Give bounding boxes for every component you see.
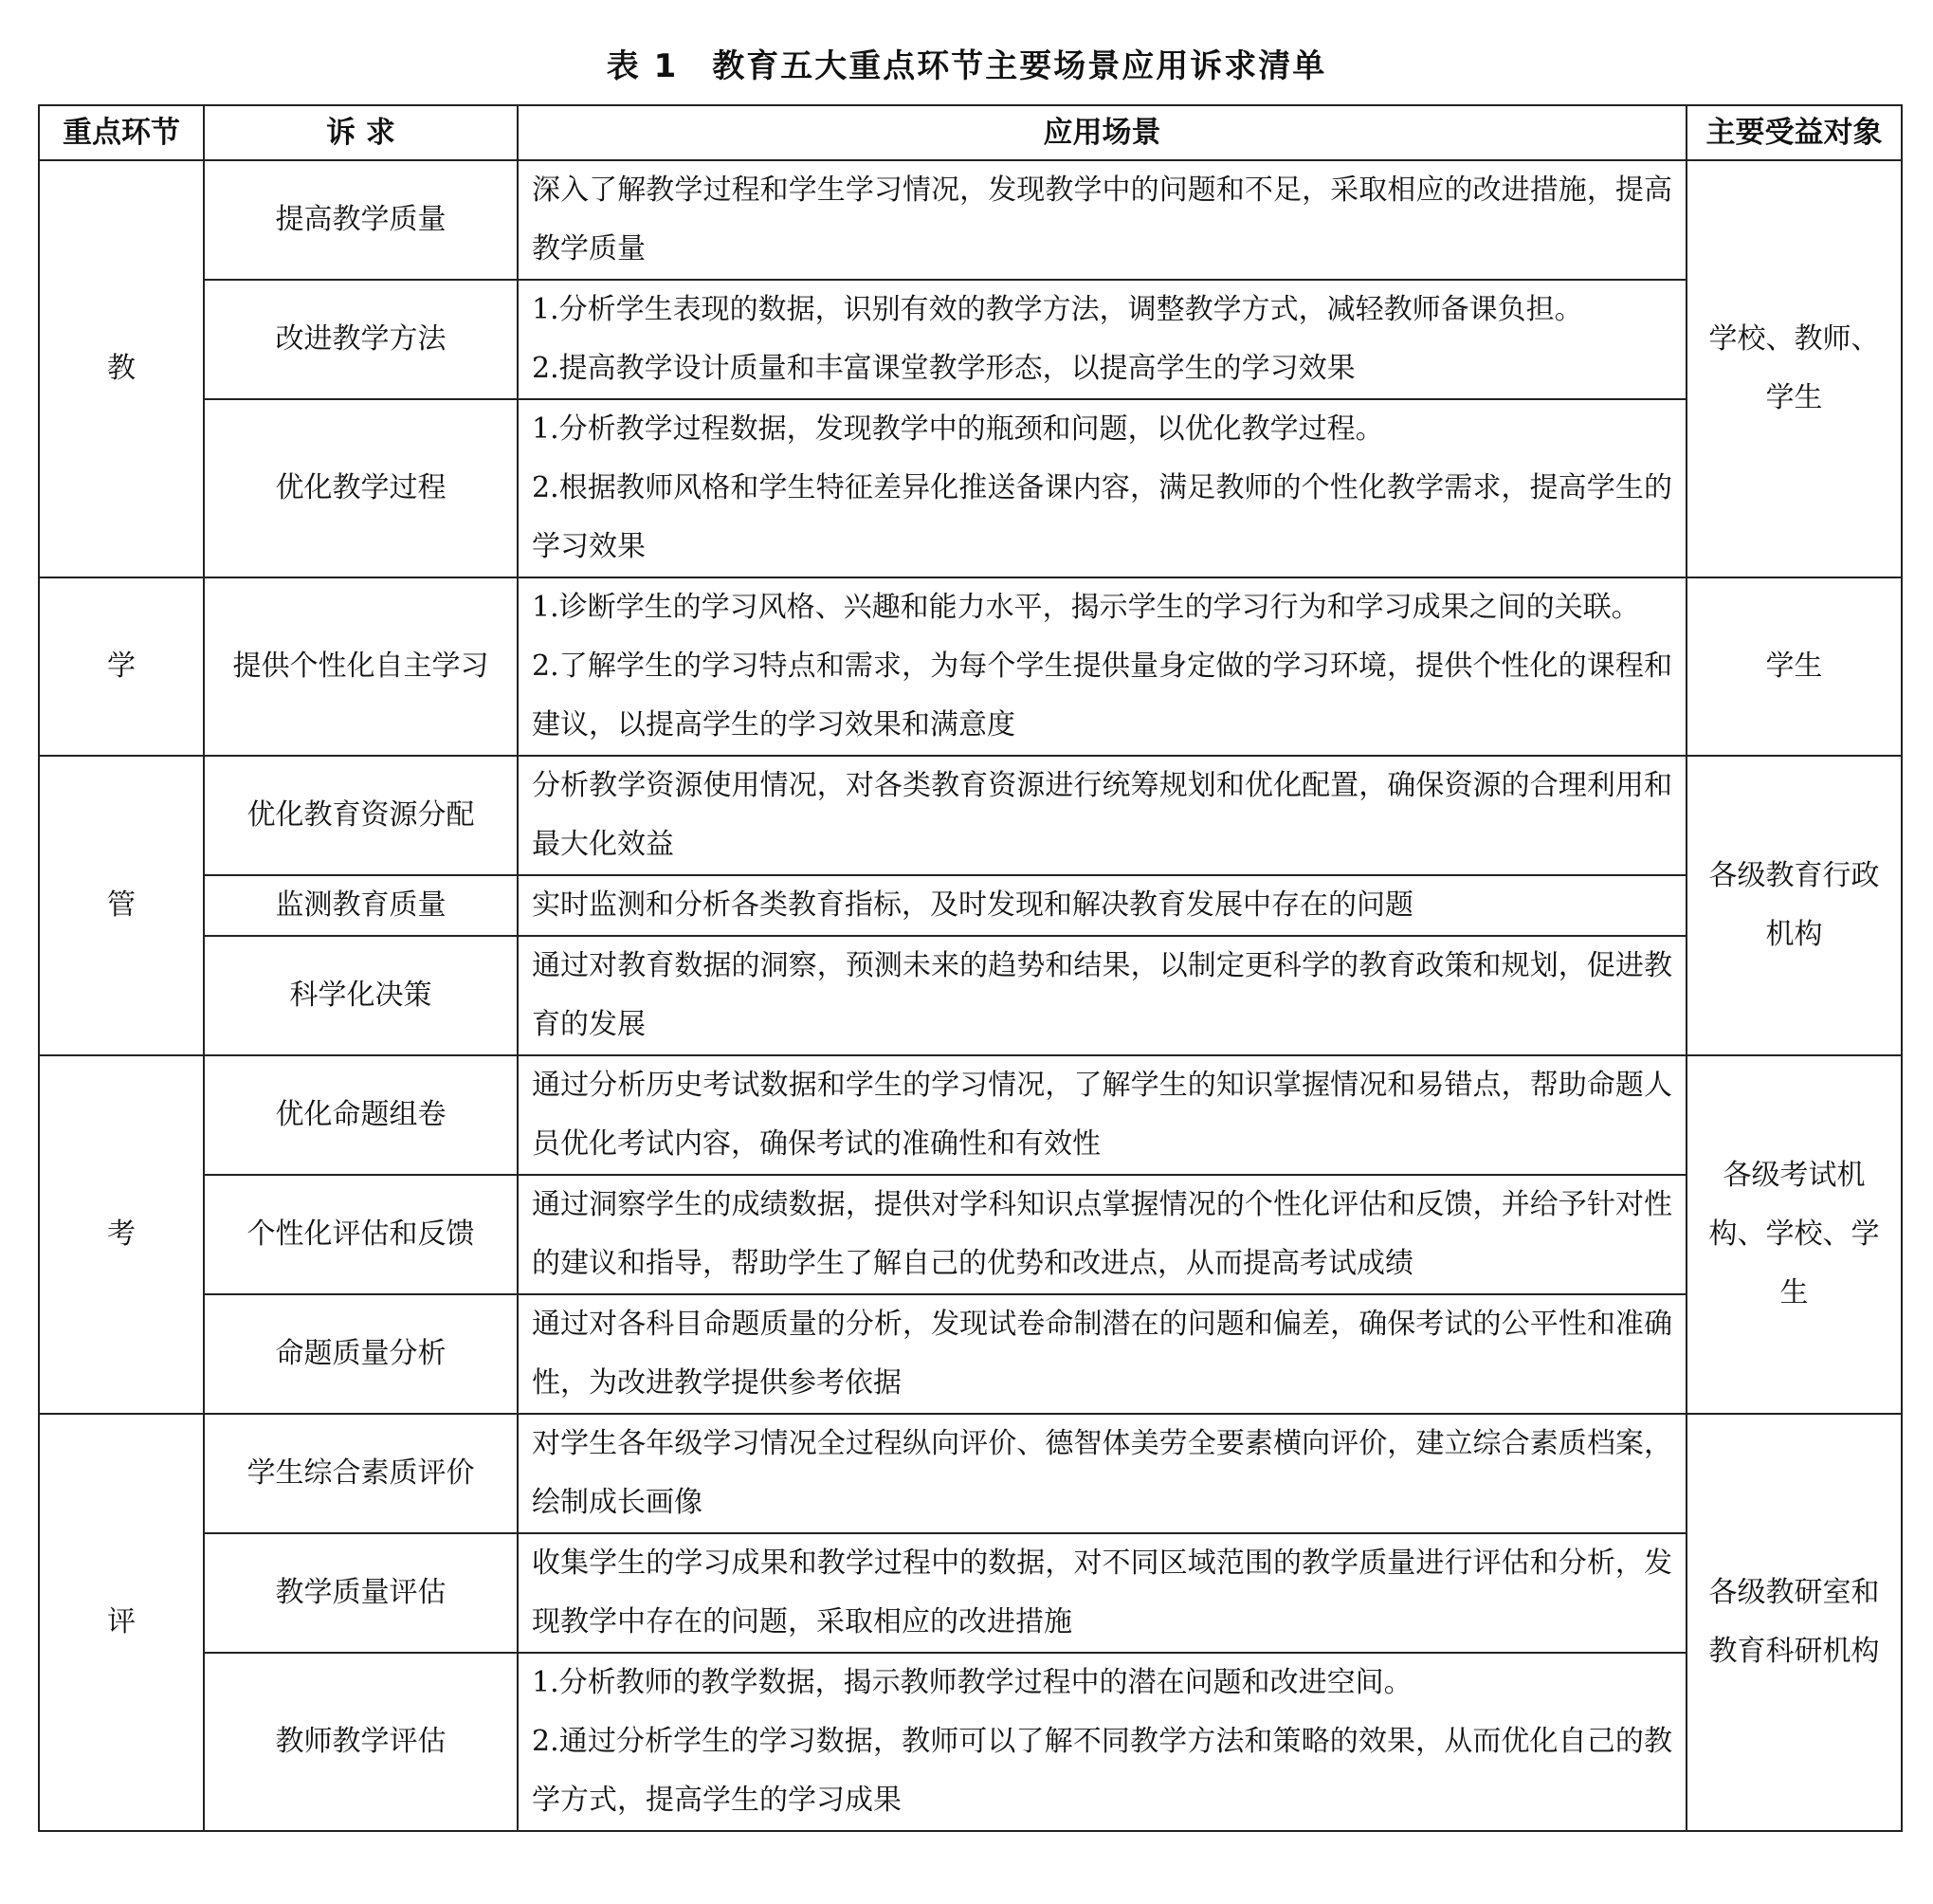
- scene-line: 分析教学资源使用情况，对各类教育资源进行统筹规划和优化配置，确保资源的合理利用和最大化效益: [532, 769, 1672, 861]
- scene-cell: [518, 875, 1687, 936]
- beneficiary-cell: 学生: [1687, 577, 1902, 756]
- table-row: [39, 1653, 1902, 1831]
- requirements-table: [38, 104, 1903, 1832]
- demand-cell: 优化命题组卷: [204, 1055, 518, 1175]
- demand-cell: 优化教学过程: [204, 399, 518, 577]
- scene-line: 2.根据教师风格和学生特征差异化推送备课内容，满足教师的个性化教学需求，提高学生的学习效果: [532, 471, 1672, 563]
- phase-cell: 管: [39, 756, 204, 1055]
- table-row: [39, 936, 1902, 1055]
- phase-cell: 教: [39, 160, 204, 577]
- demand-cell: 个性化评估和反馈: [204, 1175, 518, 1294]
- scene-line: 1.分析教学过程数据，发现教学中的瓶颈和问题，以优化教学过程。: [532, 412, 1384, 446]
- table-row: [39, 160, 1902, 280]
- demand-cell: 教师教学评估: [204, 1653, 518, 1831]
- table-row: [39, 1414, 1902, 1533]
- scene-cell: [518, 1414, 1687, 1533]
- scene-line: 通过对教育数据的洞察，预测未来的趋势和结果，以制定更科学的教育政策和规划，促进教育的发展: [532, 949, 1672, 1041]
- table-row: [39, 1533, 1902, 1653]
- scene-line: 2.了解学生的学习特点和需求，为每个学生提供量身定做的学习环境，提供个性化的课程和建议，以提高学生的学习效果和满意度: [532, 650, 1672, 741]
- header-demand: 诉 求: [204, 105, 518, 160]
- scene-line: 收集学生的学习成果和教学过程中的数据，对不同区域范围的教学质量进行评估和分析，发现教学中存在的问题，采取相应的改进措施: [532, 1547, 1672, 1639]
- scene-cell: [518, 1175, 1687, 1294]
- table-row: [39, 399, 1902, 577]
- header-beneficiary: 主要受益对象: [1687, 105, 1902, 160]
- demand-cell: 监测教育质量: [204, 875, 518, 936]
- scene-line: 1.分析教师的教学数据，揭示教师教学过程中的潜在问题和改进空间。: [532, 1666, 1413, 1699]
- beneficiary-cell: 学校、教师、学生: [1687, 160, 1902, 577]
- scene-line: 1.分析学生表现的数据，识别有效的教学方法，调整教学方式，减轻教师备课负担。: [532, 293, 1583, 326]
- scene-cell: [518, 1653, 1687, 1831]
- phase-cell: 学: [39, 577, 204, 756]
- scene-cell: [518, 280, 1687, 399]
- scene-line: 对学生各年级学习情况全过程纵向评价、德智体美劳全要素横向评价，建立综合素质档案，绘制成长画像: [532, 1427, 1672, 1519]
- scene-line: 通过洞察学生的成绩数据，提供对学科知识点掌握情况的个性化评估和反馈，并给予针对性的建议和指导，帮助学生了解自己的优势和改进点，从而提高考试成绩: [532, 1188, 1672, 1280]
- header-phase: 重点环节: [39, 105, 204, 160]
- demand-cell: 提高教学质量: [204, 160, 518, 280]
- header-scene: 应用场景: [518, 105, 1687, 160]
- scene-line: 实时监测和分析各类教育指标，及时发现和解决教育发展中存在的问题: [532, 888, 1413, 922]
- scene-cell: [518, 399, 1687, 577]
- phase-cell: 考: [39, 1055, 204, 1414]
- table-row: [39, 875, 1902, 936]
- scene-line: 深入了解教学过程和学生学习情况，发现教学中的问题和不足，采取相应的改进措施，提高教学质量: [532, 174, 1672, 265]
- header-row: [39, 105, 1902, 160]
- scene-line: 1.诊断学生的学习风格、兴趣和能力水平，揭示学生的学习行为和学习成果之间的关联。: [532, 591, 1640, 624]
- scene-cell: [518, 756, 1687, 875]
- beneficiary-cell: 各级教育行政机构: [1687, 756, 1902, 1055]
- demand-cell: 提供个性化自主学习: [204, 577, 518, 756]
- demand-cell: 学生综合素质评价: [204, 1414, 518, 1533]
- demand-cell: 命题质量分析: [204, 1294, 518, 1414]
- demand-cell: 改进教学方法: [204, 280, 518, 399]
- scene-cell: [518, 1294, 1687, 1414]
- scene-line: 2.提高教学设计质量和丰富课堂教学形态，以提高学生的学习效果: [532, 352, 1356, 385]
- phase-cell: 评: [39, 1414, 204, 1831]
- table-row: [39, 756, 1902, 875]
- scene-line: 通过对各科目命题质量的分析，发现试卷命制潜在的问题和偏差，确保考试的公平性和准确性，为改进教学提供参考依据: [532, 1308, 1672, 1400]
- table-row: [39, 1175, 1902, 1294]
- table-row: [39, 1294, 1902, 1414]
- scene-cell: [518, 1055, 1687, 1175]
- scene-line: 2.通过分析学生的学习数据，教师可以了解不同教学方法和策略的效果，从而优化自己的教学方式，提高学生的学习成果: [532, 1725, 1672, 1817]
- scene-cell: [518, 577, 1687, 756]
- beneficiary-cell: 各级教研室和教育科研机构: [1687, 1414, 1902, 1831]
- scene-line: 通过分析历史考试数据和学生的学习情况，了解学生的知识掌握情况和易错点，帮助命题人员优化考试内容，确保考试的准确性和有效性: [532, 1069, 1672, 1161]
- beneficiary-cell: 各级考试机构、学校、学生: [1687, 1055, 1902, 1414]
- demand-cell: 教学质量评估: [204, 1533, 518, 1653]
- table-row: [39, 577, 1902, 756]
- scene-cell: [518, 160, 1687, 280]
- table-row: [39, 1055, 1902, 1175]
- demand-cell: 优化教育资源分配: [204, 756, 518, 875]
- scene-cell: [518, 936, 1687, 1055]
- scene-cell: [518, 1533, 1687, 1653]
- table-title: 表 1 教育五大重点环节主要场景应用诉求清单: [606, 47, 1327, 85]
- table-row: [39, 280, 1902, 399]
- demand-cell: 科学化决策: [204, 936, 518, 1055]
